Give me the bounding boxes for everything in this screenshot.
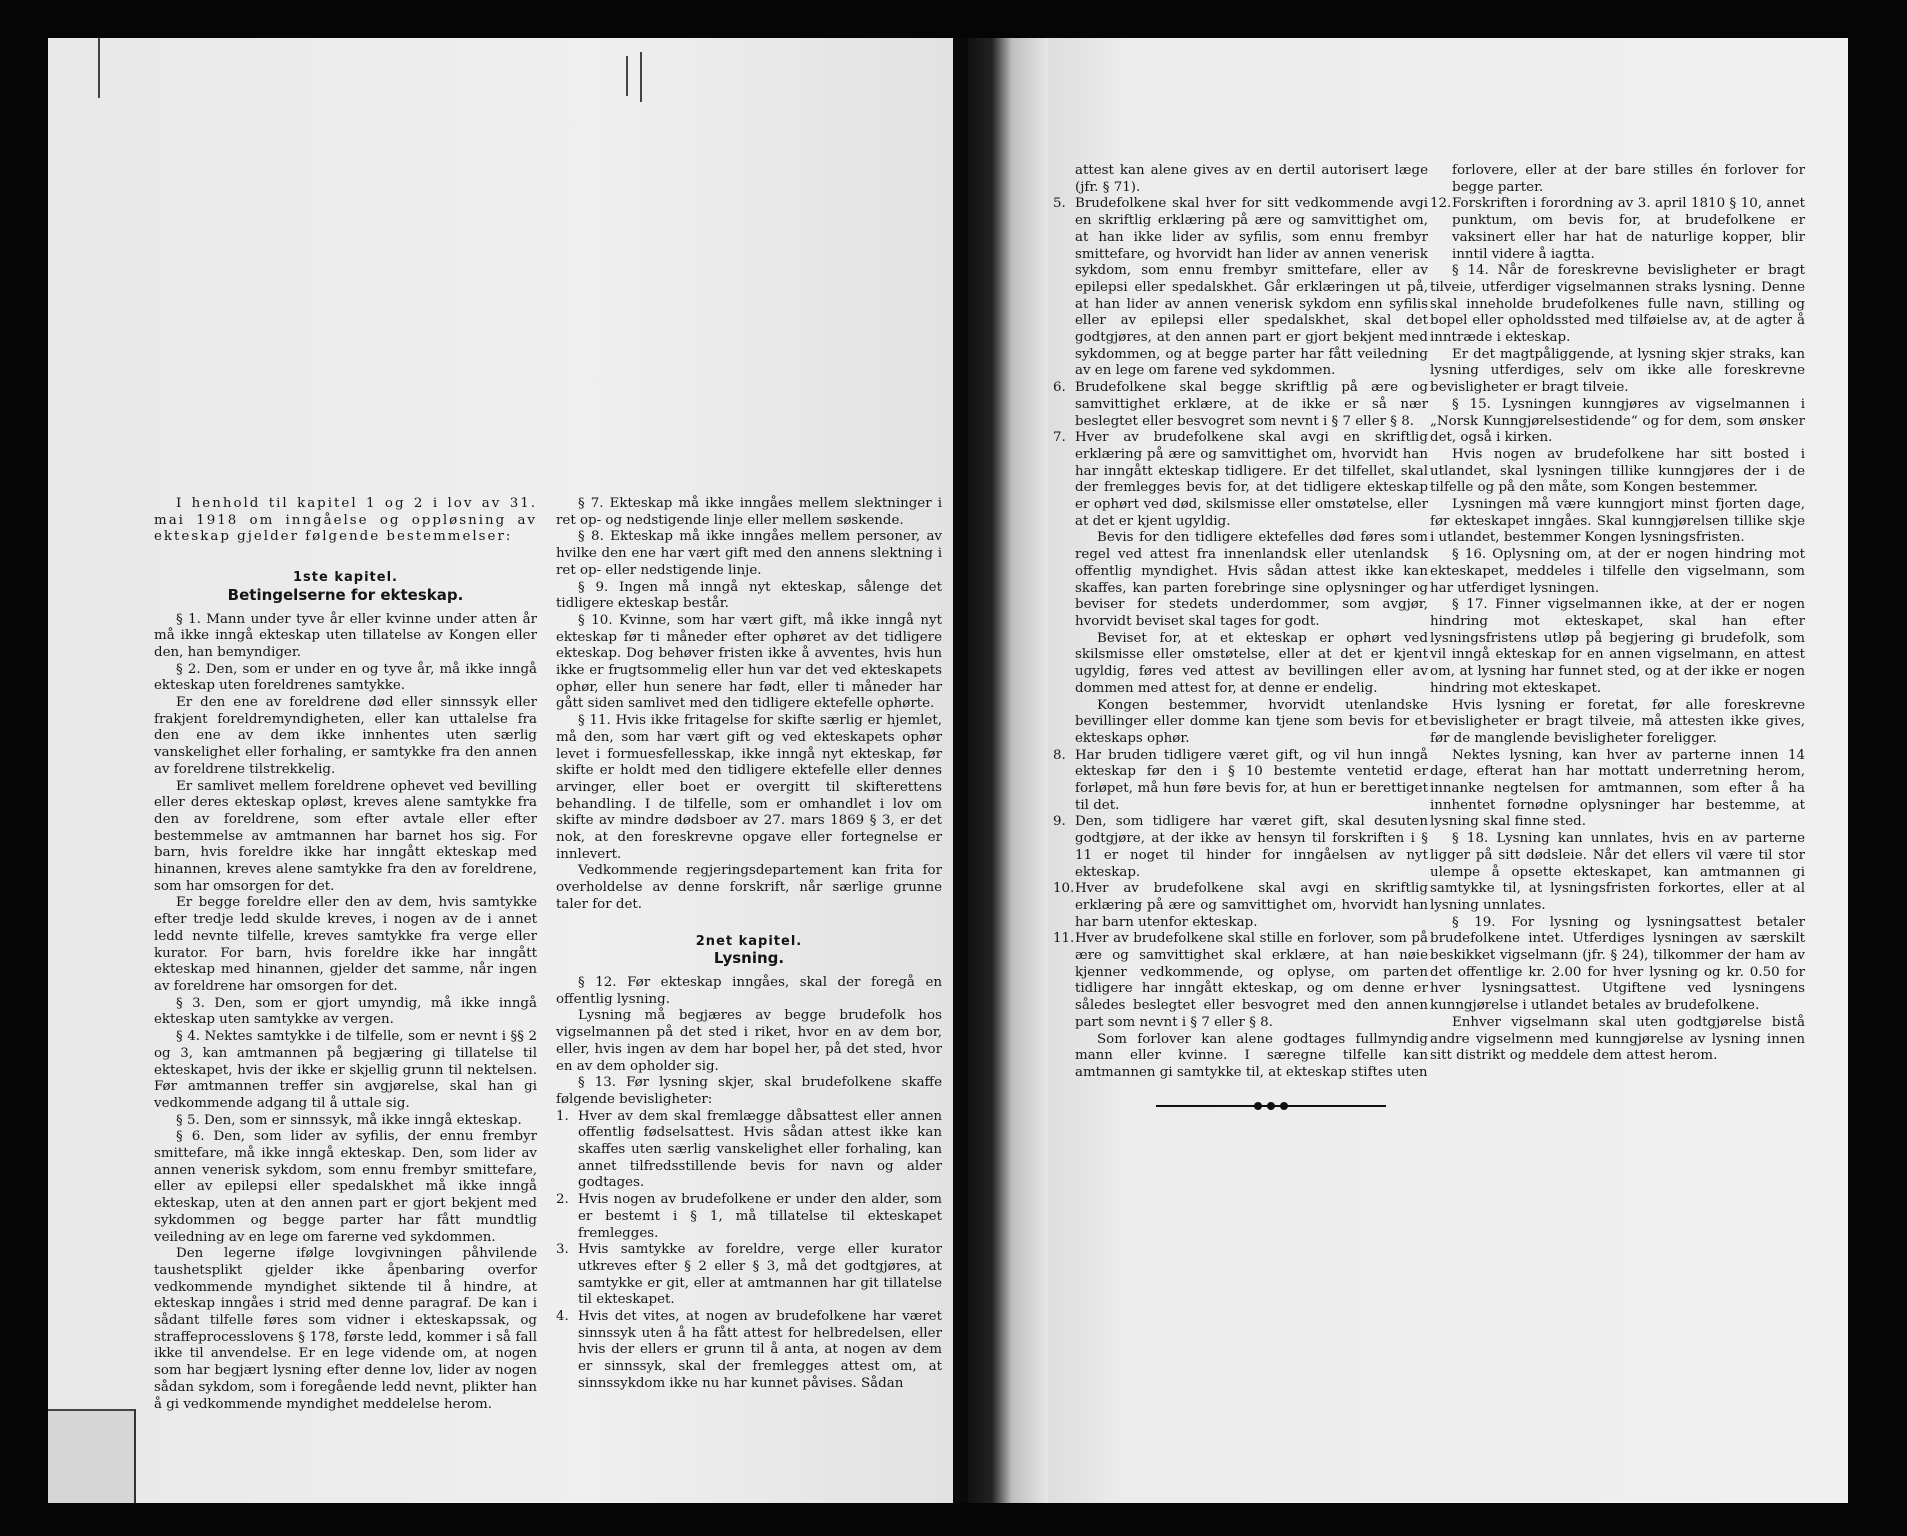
item-number: 7. — [1053, 430, 1066, 446]
list-item — [1053, 814, 1428, 881]
paragraph: § 8. Ekteskap må ikke inngåes mellem personer, av hvilke den ene har vært gift med den annens slektning i ret op- eller nedstigende linje. — [556, 529, 942, 578]
item-number: 6. — [1053, 380, 1066, 396]
list-item — [556, 1109, 942, 1193]
item-number: 3. — [556, 1242, 569, 1258]
right-column-2 — [1430, 163, 1805, 1065]
edge-mark — [640, 52, 642, 102]
item-text: Forskriften i forordning av 3. april 1810 § 10, annet punktum, om bevis for, at brudefolkene er vaksinert eller har hat de naturlige kopper, blir inntil videre å iagtta. — [1452, 196, 1805, 262]
paragraph: Er det magtpåliggende, at lysning skjer straks, kan lysning utferdiges, selv om ikke alle foreskrevne bevisligheter er bragt tilveie. — [1430, 346, 1805, 396]
list-item — [1430, 196, 1805, 263]
paragraph: Den legerne ifølge lovgivningen påhvilende taushetsplikt gjelder ikke åpenbaring overfor vedkommende myndighet siktende til å hindre, at ekteskap inngåes i strid med denne paragraf. De kan i sådant tilfelle føres som vidner i ekteskapssak, og straffeprocesslovens § 178, første ledd, kommer i så fall ikke til anvendelse. Er en lege vidende om, at nogen som har begjært lysning efter denne lov, lider av nogen sådan sykdom, som i foregående ledd nevnt, plikter han å gi vedkommende myndighet meddelelse herom. — [154, 1246, 537, 1412]
list-item — [1053, 931, 1428, 1031]
left-column-2 — [556, 496, 942, 1393]
ornament-knot — [1254, 1101, 1288, 1111]
paragraph: Bevis for den tidligere ektefelles død føres som regel ved attest fra innenlandsk eller utenlandsk offentlig myndighet. Hvis sådan attest ikke kan skaffes, kan parten forebringe sine oplysninger og beviser for stedets underdommer, som avgjør, hvorvidt beviset skal tages for godt. — [1075, 530, 1428, 629]
chapter-2-title: Lysning. — [713, 949, 785, 968]
list-item — [1053, 380, 1428, 430]
list-item — [1053, 430, 1428, 530]
list-item — [1053, 881, 1428, 931]
paragraph: attest kan alene gives av en dertil autorisert læge (jfr. § 71). — [1075, 163, 1428, 195]
page-tab — [48, 1409, 136, 1503]
paragraph: Lysning må begjæres av begge brudefolk hos vigselmannen på det sted i riket, hvor en av dem bor, eller, hvis ingen av dem har bopel her, på det sted, hvor en av dem opholder sig. — [556, 1008, 942, 1074]
item-11-continuation — [1053, 1032, 1428, 1082]
item-text: Hver av dem skal fremlægge dåbsattest eller annen offentlig fødselsattest. Hvis sådan attest ikke kan skaffes uten særlig vanskelighet eller forhaling, kan annet tilfredsstillende bevis for navn og alder godtages. — [578, 1108, 942, 1191]
book-spread — [48, 38, 1848, 1503]
paragraph: § 1. Mann under tyve år eller kvinne under atten år må ikke inngå ekteskap uten tillatelse av Kongen eller den, han bemyndiger. — [154, 611, 537, 660]
item-number: 4. — [556, 1309, 569, 1325]
item-text: Har bruden tidligere været gift, og vil hun inngå ekteskap før den i § 10 bestemte ventetid er forløpet, må hun føre bevis for, at hun er berettiget til det. — [1075, 747, 1428, 813]
paragraph: § 4. Nektes samtykke i de tilfelle, som er nevnt i §§ 2 og 3, kan amtmannen på begjæring gi tillatelse til ekteskapet, hvis der ikke er skjellig grunn til nektelsen. Før amtmannen treffer sin avgjørelse, skal han gi vedkommende adgang til å uttale sig. — [154, 1029, 537, 1111]
item-text: Brudefolkene skal hver for sitt vedkommende avgi en skriftlig erklæring på ære og samvittighet om, at han ikke lider av syfilis, som ennu frembyr smittefare, og hvorvidt han lider av annen venerisk sykdom, som ennu frembyr smittefare, eller av epilepsi eller spedalskhet. Går erklæringen ut på, at han lider av annen venerisk sykdom enn syfilis eller av epilepsi eller spedalskhet, skal det godtgjøres, at den annen part er gjort bekjent med sykdommen, og at begge parter har fått veiledning av en lege om farene ved sykdommen. — [1075, 196, 1428, 379]
paragraph: § 11. Hvis ikke fritagelse for skifte særlig er hjemlet, må den, som har vært gift og ved ekteskapets ophør levet i formuesfellesskap, ikke inngå nyt ekteskap, før skifte er holdt med den tidligere ektefelle eller dennes arvinger, eller boet er overgitt til skifterettens behandling. I de tilfelle, som er omhandlet i lov om skifte av mindre dødsboer av 27. mars 1869 § 3, er det nok, at den foreskrevne opgave eller fortegnelse er innlevert. — [556, 713, 942, 862]
paragraph: § 3. Den, som er gjort umyndig, må ikke inngå ekteskap uten samtykke av vergen. — [154, 995, 537, 1028]
chapter-1-number: 1ste kapitel. — [293, 570, 398, 586]
list-item — [1053, 196, 1428, 380]
paragraph: § 12. Før ekteskap inngåes, skal der foregå en offentlig lysning. — [556, 974, 942, 1007]
left-page — [48, 38, 953, 1503]
paragraph: Er samlivet mellem foreldrene ophevet ved bevilling eller deres ekteskap opløst, kreves alene samtykke fra den av foreldrene, som efter avtale eller efter bestemmelse av amtmannen har barnet hos sig. For barn, hvis foreldre ikke har inngått ekteskap med hinannen, kreves alene samtykke fra den av foreldrene, som har omsorgen for det. — [154, 778, 537, 894]
chapter-2-number: 2net kapitel. — [695, 933, 803, 949]
chapter-1-title: Betingelserne for ekteskap. — [227, 585, 464, 604]
paragraph: § 13. Før lysning skjer, skal brudefolkene skaffe følgende bevisligheter: — [556, 1075, 942, 1107]
list-item — [556, 1309, 942, 1393]
edge-mark — [626, 56, 628, 96]
item-text: Hver av brudefolkene skal avgi en skriftlig erklæring på ære og samvittighet om, hvorvidt han har barn utenfor ekteskap. — [1075, 881, 1428, 930]
paragraph: Kongen bestemmer, hvorvidt utenlandske bevillinger eller domme kan tjene som bevis for et ekteskaps ophør. — [1075, 697, 1428, 746]
item-number: 1. — [556, 1108, 569, 1124]
paragraph: § 14. Når de foreskrevne bevisligheter er bragt tilveie, utferdiger vigselmannen straks lysning. Denne skal inneholde brudefolkenes fulle navn, stilling og bopel eller opholdssted med tilføielse av, at de agter å inntræde i ekteskap. — [1430, 263, 1805, 346]
paragraph: Er den ene av foreldrene død eller sinnssyk eller frakjent foreldremyndigheten, eller kan uttalelse fra den ene av dem ikke innhentes uten særlig vanskelighet eller forhaling, er samtykke fra den annen av foreldrene tilstrekkelig. — [154, 695, 537, 777]
paragraph: Enhver vigselmann skal uten godtgjørelse bistå andre vigselmenn med kunngjørelse av lysning innen sitt distrikt og meddele dem attest herom. — [1430, 1014, 1805, 1064]
item-text: Hvis nogen av brudefolkene er under den alder, som er bestemt i § 1, må tillatelse til ekteskapet fremlegges. — [578, 1192, 942, 1241]
paragraph: Lysningen må være kunngjort minst fjorten dage, før ekteskapet inngåes. Skal kunngjørelsen tillike skje i utlandet, bestemmer Kongen lysningsfristen. — [1430, 497, 1805, 546]
paragraph: Er begge foreldre eller den av dem, hvis samtykke efter tredje ledd skulde kreves, i nogen av de i annet ledd nevnte tilfelle, kreves samtykke fra verge eller kurator. For barn, hvis foreldre ikke har inngått ekteskap med hinannen, gjelder det samme, når ingen av foreldrene har omsorgen for det. — [154, 895, 537, 994]
paragraph: § 15. Lysningen kunngjøres av vigselmannen i „Norsk Kunngjørelsestidende“ og for dem, som ønsker det, også i kirken. — [1430, 396, 1805, 446]
list-item — [556, 1242, 942, 1309]
paragraph: Hvis nogen av brudefolkene har sitt bosted i utlandet, skal lysningen tillike kunngjøres der i de tilfelle og på den måte, som Kongen bestemmer. — [1430, 446, 1805, 496]
end-ornament — [1156, 1101, 1386, 1111]
paragraph: § 18. Lysning kan unnlates, hvis en av parterne ligger på sitt dødsleie. Når det ellers vil være til stor ulempe å opsette ekteskapet, kan amtmannen gi samtykke til, at lysningsfristen forkortes, eller at al lysning unnlates. — [1430, 831, 1805, 913]
paragraph: Som forlover kan alene godtages fullmyndig mann eller kvinne. I særegne tilfelle kan amtmannen gi samtykke til, at ekteskap stiftes uten — [1075, 1031, 1428, 1080]
paragraph: § 16. Oplysning om, at der er nogen hindring mot ekteskapet, meddeles i tilfelle den vigselmann, som har utferdiget lysningen. — [1430, 547, 1805, 596]
item-number: 11. — [1053, 931, 1075, 947]
paragraph: § 10. Kvinne, som har vært gift, må ikke inngå nyt ekteskap før ti måneder efter ophøret av det tidligere ekteskap. Dog behøver fristen ikke å avventes, hvis hun ikke er frugtsommelig eller hun var det ved ekteskapets ophør, eller hun senere har født, eller ti måneder har gått siden samlivet med den tidligere ektefelle ophørte. — [556, 612, 942, 712]
list-item — [556, 1192, 942, 1242]
item-number: 12. — [1430, 196, 1452, 212]
item-text: Hver av brudefolkene skal avgi en skriftlig erklæring på ære og samvittighet om, hvorvidt han har inngått ekteskap tidligere. Er det tilfellet, skal der fremlegges bevis for, at det tidligere ekteskap er ophørt ved død, skilsmisse eller omstøtelse, eller at det er kjent ugyldig. — [1075, 430, 1428, 529]
item-text: Den, som tidligere har været gift, skal desuten godtgjøre, at der ikke av hensyn til forskriften i § 11 er noget til hinder for inngåelsen av nyt ekteskap. — [1075, 814, 1428, 880]
item-number: 5. — [1053, 196, 1066, 212]
item-7-continuation — [1053, 530, 1428, 747]
right-column-1 — [1053, 163, 1428, 1082]
item-number: 10. — [1053, 881, 1075, 897]
item-text: Brudefolkene skal begge skriftlig på ære og samvittighet erklære, at de ikke er så nær beslegtet eller besvogret som nevnt i § 7 eller § 8. — [1075, 380, 1428, 429]
item-text: Hver av brudefolkene skal stille en forlover, som på ære og samvittighet skal erklære, at han nøie kjenner vedkommende, og oplyse, om parten tidligere har inngått ekteskap, og om denne er således beslegtet eller besvogret med den annen part som nevnt i § 7 eller § 8. — [1075, 931, 1428, 1030]
paragraph: § 17. Finner vigselmannen ikke, at der er nogen hindring mot ekteskapet, skal han efter lysningsfristens utløp på begjering gi brudefolk, som vil inngå ekteskap for en annen vigselmann, en attest om, at lysning har funnet sted, og at der ikke er nogen hindring mot ekteskapet. — [1430, 597, 1805, 696]
book-gutter — [953, 38, 968, 1503]
left-column-1 — [154, 496, 537, 1413]
item-number: 2. — [556, 1192, 569, 1208]
item-number: 8. — [1053, 747, 1066, 763]
intro-text — [154, 496, 537, 546]
paragraph: § 5. Den, som er sinnssyk, må ikke inngå ekteskap. — [176, 1112, 522, 1128]
paragraph: § 7. Ekteskap må ikke inngåes mellem slektninger i ret op- og nedstigende linje eller mellem søskende. — [556, 496, 942, 528]
paragraph: forlovere, eller at der bare stilles én forlover for begge parter. — [1452, 163, 1805, 195]
paragraph: Nektes lysning, kan hver av parterne innen 14 dage, efterat han har mottatt underretning herom, innanke negtelsen for amtmannen, som efter å ha innhentet fornødne oplysninger har bestemme, at lysning skal finne sted. — [1430, 747, 1805, 830]
paragraph: § 2. Den, som er under en og tyve år, må ikke inngå ekteskap uten foreldrenes samtykke. — [154, 661, 537, 694]
paragraph: § 19. For lysning og lysningsattest betaler brudefolkene intet. Utferdiges lysningen av særskilt beskikket vigselmann (jfr. § 24), tilkommer der ham av det offentlige kr. 2.00 for hver lysning og kr. 0.50 for hver lysningsattest. Utgiftene ved lysningens kunngjørelse i utlandet betales av brudefolkene. — [1430, 914, 1805, 1014]
paragraph: § 6. Den, som lider av syfilis, der ennu frembyr smittefare, må ikke inngå ekteskap. Den, som lider av annen venerisk sykdom, som ennu frembyr smittefare, eller av epilepsi eller spedalskhet må ikke inngå ekteskap, uten at den annen part er gjort bekjent med sykdommen og begge parter har fått mundtlig veiledning av en lege om farerne ved sykdommen. — [154, 1129, 537, 1245]
paragraph: Hvis lysning er foretat, før alle foreskrevne bevisligheter er bragt tilveie, må attesten ikke gives, før de manglende bevisligheter foreligger. — [1430, 697, 1805, 746]
paragraph: Vedkommende regjeringsdepartement kan frita for overholdelse av denne forskrift, når særlige grunne taler for det. — [556, 863, 942, 912]
binding-strip — [968, 38, 1048, 1503]
right-page — [968, 38, 1848, 1503]
paragraph: § 9. Ingen må inngå nyt ekteskap, sålenge det tidligere ekteskap består. — [556, 579, 942, 612]
item-text: Hvis det vites, at nogen av brudefolkene har været sinnssyk uten å ha fått attest for helbredelsen, eller hvis der ellers er grunn til å anta, at nogen av dem er sinnssyk, skal der fremlegges attest om, at sinnssykdom ikke nu har kunnet påvises. Sådan — [578, 1309, 942, 1391]
edge-mark — [98, 38, 100, 98]
paragraph: Beviset for, at et ekteskap er ophørt ved skilsmisse eller omstøtelse, eller at det er kjent ugyldig, føres ved attest av bevillingen eller av dommen med attest for, at denne er endelig. — [1075, 630, 1428, 696]
intro-text-content: I henhold til kapitel 1 og 2 i lov av 31. mai 1918 om inngåelse og oppløsning av ekteskap gjelder følgende bestemmelser: — [154, 496, 537, 545]
col1-paragraphs — [154, 612, 537, 1414]
item-text: Hvis samtykke av foreldre, verge eller kurator utkreves efter § 2 eller § 3, må det godtgjøres, at samtykke er git, eller at amtmannen har git tillatelse til ekteskapet. — [578, 1242, 942, 1308]
item-number: 9. — [1053, 814, 1066, 830]
list-item — [1053, 748, 1428, 815]
